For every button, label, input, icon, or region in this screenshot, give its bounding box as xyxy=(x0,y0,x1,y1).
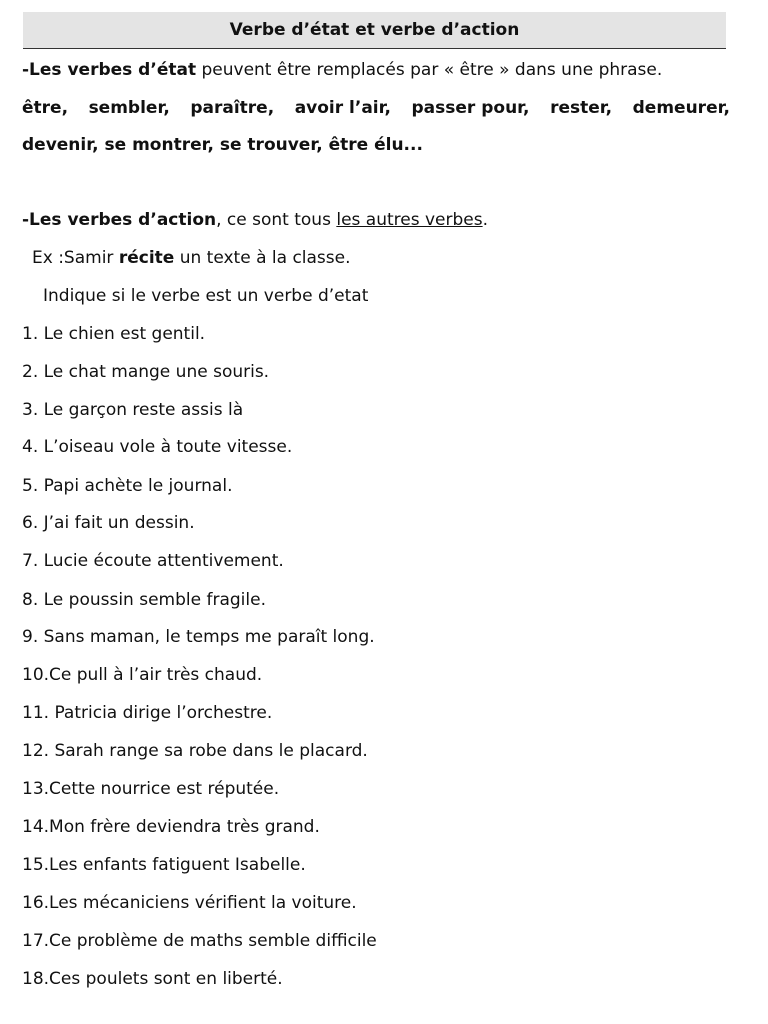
action-definition-end: . xyxy=(482,210,489,230)
etat-verb: demeurer, xyxy=(632,98,730,118)
etat-definition-label: -Les verbes d’état xyxy=(22,60,197,80)
action-definition-label: -Les verbes d’action xyxy=(22,210,217,230)
etat-verb-list-line-1 xyxy=(22,97,730,119)
etat-definition-text: peuvent être remplacés par « être » dans une phrase. xyxy=(196,60,663,80)
exercise-item: 11. Patricia dirige l’orchestre. xyxy=(22,703,273,723)
action-definition xyxy=(22,209,730,231)
exercise-item: 13.Cette nourrice est réputée. xyxy=(22,779,280,799)
exercise-item: 2. Le chat mange une souris. xyxy=(22,362,270,382)
exercise-item: 3. Le garçon reste assis là xyxy=(22,400,244,420)
action-definition-underlined: les autres verbes xyxy=(336,210,483,230)
exercise-item: 17.Ce problème de maths semble difficile xyxy=(22,931,377,951)
etat-verb: être, xyxy=(22,98,69,118)
exercise-item: 9. Sans maman, le temps me paraît long. xyxy=(22,627,375,647)
exercise-item: 18.Ces poulets sont en liberté. xyxy=(22,969,283,989)
exercise-item: 4. L’oiseau vole à toute vitesse. xyxy=(22,437,293,457)
exercise-item: 10.Ce pull à l’air très chaud. xyxy=(22,665,263,685)
exercise-item: 6. J’ai fait un dessin. xyxy=(22,513,195,533)
action-definition-text: , ce sont tous xyxy=(216,210,337,230)
etat-verb: paraître, xyxy=(190,98,275,118)
page-title: Verbe d’état et verbe d’action xyxy=(23,12,726,49)
etat-verb-list-line-2: devenir, se montrer, se trouver, être élu... xyxy=(22,135,423,155)
exercise-item: 15.Les enfants fatiguent Isabelle. xyxy=(22,855,306,875)
etat-verb: avoir l’air, xyxy=(294,98,391,118)
example-suffix: un texte à la classe. xyxy=(174,248,351,268)
exercise-item: 7. Lucie écoute attentivement. xyxy=(22,551,284,571)
etat-verb: passer pour, xyxy=(411,98,530,118)
etat-verb: sembler, xyxy=(88,98,170,118)
exercise-item: 16.Les mécaniciens vérifient la voiture. xyxy=(22,893,357,913)
example-verb: récite xyxy=(118,248,175,268)
example-sentence xyxy=(32,247,351,269)
exercise-item: 14.Mon frère deviendra très grand. xyxy=(22,817,320,837)
exercise-instruction: Indique si le verbe est un verbe d’etat xyxy=(43,286,369,306)
etat-definition xyxy=(22,59,730,81)
exercise-item: 5. Papi achète le journal. xyxy=(22,476,233,496)
exercise-item: 1. Le chien est gentil. xyxy=(22,324,206,344)
exercise-item: 12. Sarah range sa robe dans le placard. xyxy=(22,741,368,761)
exercise-item: 8. Le poussin semble fragile. xyxy=(22,590,266,610)
etat-verb: rester, xyxy=(550,98,613,118)
example-prefix: Ex :Samir xyxy=(32,248,119,268)
